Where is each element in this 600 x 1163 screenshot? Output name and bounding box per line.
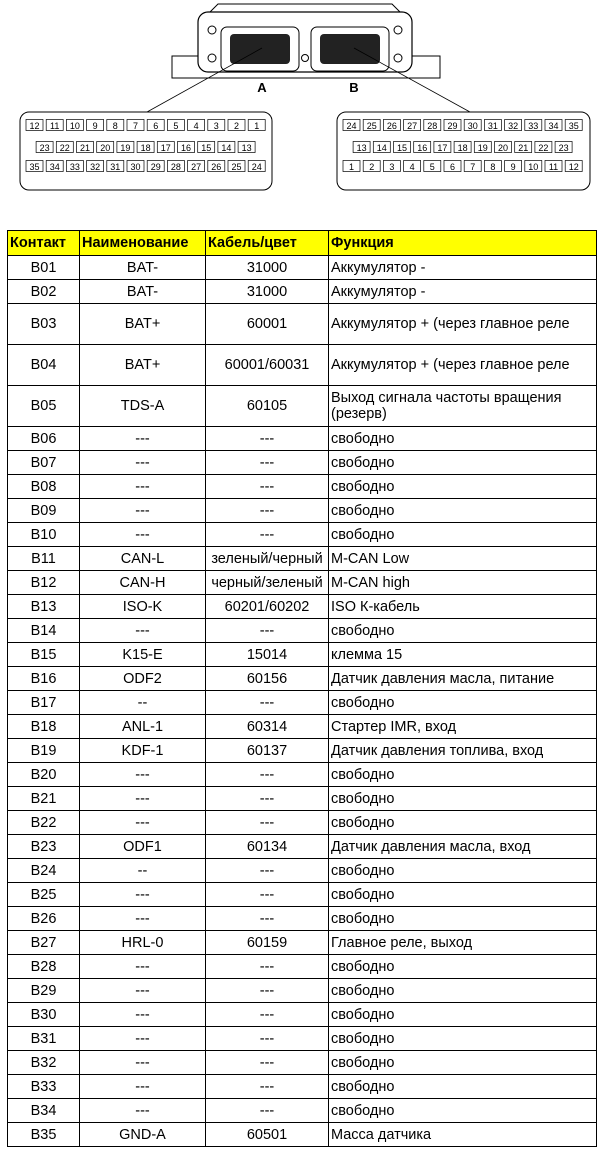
table-row xyxy=(8,523,597,547)
cell-contact: B06 xyxy=(8,427,80,451)
cell-cable: черный/зеленый xyxy=(206,571,329,595)
pin-number: 31 xyxy=(487,121,498,131)
pin-number: 35 xyxy=(29,162,40,172)
cell-name: --- xyxy=(80,1003,206,1027)
cell-contact: B14 xyxy=(8,619,80,643)
pin-number: 4 xyxy=(193,121,199,131)
table-row xyxy=(8,475,597,499)
cell-name: K15-E xyxy=(80,643,206,667)
pin-number: 4 xyxy=(409,162,415,172)
cell-cable: --- xyxy=(206,1003,329,1027)
cell-function: свободно xyxy=(329,619,597,643)
cell-function: Аккумулятор + (через главное реле xyxy=(329,345,597,386)
cell-cable: 60201/60202 xyxy=(206,595,329,619)
table-row xyxy=(8,1075,597,1099)
pin-number: 12 xyxy=(568,162,579,172)
cell-function: Главное реле, выход xyxy=(329,931,597,955)
cell-name: HRL-0 xyxy=(80,931,206,955)
pin-number: 14 xyxy=(221,143,232,153)
pin-number: 11 xyxy=(50,121,60,131)
cell-name: CAN-H xyxy=(80,571,206,595)
table-row xyxy=(8,1003,597,1027)
table-row xyxy=(8,811,597,835)
cell-name: GND-A xyxy=(80,1123,206,1147)
cell-contact: B29 xyxy=(8,979,80,1003)
table-row xyxy=(8,979,597,1003)
cell-cable: 31000 xyxy=(206,256,329,280)
cell-cable: --- xyxy=(206,619,329,643)
cell-cable: --- xyxy=(206,1099,329,1123)
table-row xyxy=(8,1051,597,1075)
pin-number: 28 xyxy=(427,121,438,131)
cell-name: --- xyxy=(80,883,206,907)
socket-b-pins xyxy=(320,34,380,64)
pin-number: 17 xyxy=(160,143,171,153)
cell-contact: B17 xyxy=(8,691,80,715)
cell-function: Датчик давления масла, питание xyxy=(329,667,597,691)
cell-cable: 60105 xyxy=(206,386,329,427)
pin-number: 32 xyxy=(90,162,101,172)
cell-cable: --- xyxy=(206,1051,329,1075)
cell-name: --- xyxy=(80,907,206,931)
table-row xyxy=(8,386,597,427)
cell-contact: B19 xyxy=(8,739,80,763)
table-row xyxy=(8,715,597,739)
pin-number: 22 xyxy=(59,143,70,153)
pin-number: 19 xyxy=(120,143,131,153)
pin-number: 27 xyxy=(407,121,418,131)
table-row xyxy=(8,547,597,571)
pin-number: 16 xyxy=(417,143,428,153)
cell-contact: B20 xyxy=(8,763,80,787)
cell-function: свободно xyxy=(329,1051,597,1075)
pin-number: 29 xyxy=(447,121,458,131)
cell-function: свободно xyxy=(329,1027,597,1051)
cell-function: свободно xyxy=(329,1075,597,1099)
pin-number: 21 xyxy=(79,143,91,153)
table-row xyxy=(8,1027,597,1051)
cell-cable: 60001 xyxy=(206,304,329,345)
table-row xyxy=(8,595,597,619)
cell-name: BAT+ xyxy=(80,304,206,345)
cell-cable: зеленый/черный xyxy=(206,547,329,571)
table-row xyxy=(8,739,597,763)
cell-contact: B31 xyxy=(8,1027,80,1051)
header-function: Функция xyxy=(329,231,597,256)
table-body xyxy=(8,256,597,1147)
cell-function: свободно xyxy=(329,955,597,979)
cell-function: Датчик давления масла, вход xyxy=(329,835,597,859)
pin-number: 34 xyxy=(49,162,60,172)
pin-number: 32 xyxy=(508,121,519,131)
table-row xyxy=(8,1099,597,1123)
cell-contact: B10 xyxy=(8,523,80,547)
cell-contact: B21 xyxy=(8,787,80,811)
pin-number: 6 xyxy=(449,162,456,172)
cell-contact: B26 xyxy=(8,907,80,931)
table-row xyxy=(8,280,597,304)
cell-cable: --- xyxy=(206,907,329,931)
pin-number: 16 xyxy=(180,143,192,153)
cell-cable: --- xyxy=(206,499,329,523)
cell-contact: B07 xyxy=(8,451,80,475)
pin-number: 18 xyxy=(457,143,468,153)
table-row xyxy=(8,955,597,979)
pin-number: 33 xyxy=(528,121,539,131)
pin-number: 5 xyxy=(429,162,435,172)
cell-cable: --- xyxy=(206,427,329,451)
pin-number: 7 xyxy=(470,162,476,172)
cell-name: CAN-L xyxy=(80,547,206,571)
cell-name: BAT+ xyxy=(80,345,206,386)
cell-name: --- xyxy=(80,811,206,835)
pin-number: 15 xyxy=(396,143,408,153)
pin-number: 26 xyxy=(211,162,222,172)
pin-number: 7 xyxy=(132,121,139,131)
cell-contact: B30 xyxy=(8,1003,80,1027)
cell-function: свободно xyxy=(329,763,597,787)
cell-name: -- xyxy=(80,859,206,883)
cell-contact: B11 xyxy=(8,547,80,571)
connector-diagram xyxy=(0,0,600,200)
cell-contact: B05 xyxy=(8,386,80,427)
cell-name: --- xyxy=(80,1027,206,1051)
cell-name: --- xyxy=(80,427,206,451)
cell-function: свободно xyxy=(329,451,597,475)
pin-number: 8 xyxy=(112,121,118,131)
pin-number: 1 xyxy=(348,162,355,172)
cell-function: свободно xyxy=(329,1003,597,1027)
table-row xyxy=(8,859,597,883)
pin-number: 8 xyxy=(490,162,496,172)
cell-contact: B02 xyxy=(8,280,80,304)
cell-cable: --- xyxy=(206,811,329,835)
cell-function: Аккумулятор - xyxy=(329,280,597,304)
table-row xyxy=(8,256,597,280)
cell-name: --- xyxy=(80,475,206,499)
cell-name: TDS-A xyxy=(80,386,206,427)
cell-contact: B16 xyxy=(8,667,80,691)
table-row xyxy=(8,787,597,811)
cell-function: Выход сигнала частоты вращения (резерв) xyxy=(329,386,597,427)
cell-contact: B25 xyxy=(8,883,80,907)
pin-number: 30 xyxy=(467,121,478,131)
pin-number: 17 xyxy=(437,143,448,153)
cell-name: --- xyxy=(80,979,206,1003)
cell-name: KDF-1 xyxy=(80,739,206,763)
pin-number: 15 xyxy=(201,143,212,153)
pin-number: 10 xyxy=(528,162,539,172)
cell-name: BAT- xyxy=(80,256,206,280)
cell-name: --- xyxy=(80,523,206,547)
cell-function: свободно xyxy=(329,859,597,883)
cell-function: Датчик давления топлива, вход xyxy=(329,739,597,763)
cell-cable: --- xyxy=(206,523,329,547)
cell-contact: B24 xyxy=(8,859,80,883)
pin-number: 10 xyxy=(69,121,80,131)
table-row xyxy=(8,304,597,345)
pin-number: 22 xyxy=(538,143,549,153)
pin-number: 24 xyxy=(251,162,262,172)
cell-cable: --- xyxy=(206,787,329,811)
pin-number: 29 xyxy=(150,162,161,172)
table-row xyxy=(8,643,597,667)
cell-name: --- xyxy=(80,955,206,979)
cell-contact: B12 xyxy=(8,571,80,595)
pin-number: 35 xyxy=(568,121,579,131)
cell-function: ISO К-кабель xyxy=(329,595,597,619)
cell-function: свободно xyxy=(329,907,597,931)
table-row xyxy=(8,691,597,715)
cell-contact: B35 xyxy=(8,1123,80,1147)
pin-number: 9 xyxy=(92,121,98,131)
cell-contact: B13 xyxy=(8,595,80,619)
cell-cable: 31000 xyxy=(206,280,329,304)
cell-function: свободно xyxy=(329,1099,597,1123)
cell-function: свободно xyxy=(329,499,597,523)
cell-name: --- xyxy=(80,1051,206,1075)
pin-number: 1 xyxy=(254,121,260,131)
pin-number: 34 xyxy=(548,121,559,131)
pin-number: 3 xyxy=(213,121,219,131)
pin-number: 20 xyxy=(100,143,111,153)
cell-contact: B15 xyxy=(8,643,80,667)
cell-function: свободно xyxy=(329,691,597,715)
cell-name: ODF1 xyxy=(80,835,206,859)
cell-contact: B22 xyxy=(8,811,80,835)
table-row xyxy=(8,571,597,595)
pin-number: 13 xyxy=(356,143,367,153)
cell-cable: 60314 xyxy=(206,715,329,739)
pin-number: 30 xyxy=(130,162,141,172)
connector-b-label: B xyxy=(349,80,359,95)
cell-function: свободно xyxy=(329,475,597,499)
pin-number: 20 xyxy=(497,143,509,153)
cell-cable: 60159 xyxy=(206,931,329,955)
cell-function: M-CAN Low xyxy=(329,547,597,571)
cell-contact: B34 xyxy=(8,1099,80,1123)
pin-number: 2 xyxy=(369,162,375,172)
table-row xyxy=(8,907,597,931)
cell-cable: 15014 xyxy=(206,643,329,667)
table-row xyxy=(8,619,597,643)
pin-number: 3 xyxy=(389,162,395,172)
cell-function: M-CAN high xyxy=(329,571,597,595)
cell-name: --- xyxy=(80,499,206,523)
cell-function: свободно xyxy=(329,883,597,907)
pin-number: 28 xyxy=(170,162,181,172)
table-row xyxy=(8,883,597,907)
cell-name: -- xyxy=(80,691,206,715)
cell-name: --- xyxy=(80,787,206,811)
table-row xyxy=(8,451,597,475)
cell-cable: 60156 xyxy=(206,667,329,691)
pin-number: 18 xyxy=(140,143,151,153)
cell-cable: 60501 xyxy=(206,1123,329,1147)
table-row xyxy=(8,427,597,451)
cell-contact: B03 xyxy=(8,304,80,345)
table-row xyxy=(8,931,597,955)
cell-contact: B04 xyxy=(8,345,80,386)
pin-number: 33 xyxy=(69,162,80,172)
connector-a-label: A xyxy=(257,80,267,95)
cell-function: Аккумулятор - xyxy=(329,256,597,280)
cell-cable: --- xyxy=(206,475,329,499)
pin-number: 26 xyxy=(386,121,397,131)
cell-contact: B32 xyxy=(8,1051,80,1075)
pin-number: 25 xyxy=(231,162,242,172)
cell-contact: B09 xyxy=(8,499,80,523)
pin-number: 31 xyxy=(110,162,121,172)
table-row xyxy=(8,763,597,787)
cell-cable: --- xyxy=(206,859,329,883)
cell-function: Стартер IMR, вход xyxy=(329,715,597,739)
cell-contact: B28 xyxy=(8,955,80,979)
cell-function: клемма 15 xyxy=(329,643,597,667)
cell-contact: B08 xyxy=(8,475,80,499)
cell-function: свободно xyxy=(329,979,597,1003)
cell-cable: --- xyxy=(206,691,329,715)
cell-name: --- xyxy=(80,1075,206,1099)
cell-name: ANL-1 xyxy=(80,715,206,739)
pin-number: 27 xyxy=(191,162,202,172)
cell-cable: --- xyxy=(206,451,329,475)
cell-name: --- xyxy=(80,763,206,787)
cell-name: --- xyxy=(80,1099,206,1123)
cell-cable: --- xyxy=(206,979,329,1003)
pin-number: 23 xyxy=(39,143,50,153)
cell-function: свободно xyxy=(329,787,597,811)
cell-cable: 60001/60031 xyxy=(206,345,329,386)
table-row xyxy=(8,667,597,691)
cell-function: свободно xyxy=(329,811,597,835)
cell-function: свободно xyxy=(329,427,597,451)
table-row xyxy=(8,835,597,859)
pin-number: 24 xyxy=(346,121,357,131)
cell-cable: --- xyxy=(206,1027,329,1051)
pin-number: 23 xyxy=(558,143,569,153)
header-contact: Контакт xyxy=(8,231,80,256)
cell-name: BAT- xyxy=(80,280,206,304)
pin-number: 14 xyxy=(376,143,387,153)
header-cable: Кабель/цвет xyxy=(206,231,329,256)
pin-number: 19 xyxy=(477,143,488,153)
cell-name: ODF2 xyxy=(80,667,206,691)
cell-function: свободно xyxy=(329,523,597,547)
cell-name: --- xyxy=(80,619,206,643)
table-row xyxy=(8,345,597,386)
cell-cable: --- xyxy=(206,883,329,907)
cell-function: Масса датчика xyxy=(329,1123,597,1147)
cell-contact: B23 xyxy=(8,835,80,859)
pin-number: 25 xyxy=(366,121,377,131)
cell-cable: --- xyxy=(206,763,329,787)
cell-contact: B01 xyxy=(8,256,80,280)
pin-number: 6 xyxy=(153,121,159,131)
pin-number: 9 xyxy=(510,162,516,172)
ecu-top-ridge xyxy=(210,4,400,12)
cell-cable: --- xyxy=(206,955,329,979)
table-header-row xyxy=(8,231,597,256)
pin-number: 2 xyxy=(233,121,240,131)
pin-number: 5 xyxy=(173,121,179,131)
pin-number: 11 xyxy=(548,162,559,172)
cell-contact: B18 xyxy=(8,715,80,739)
cell-contact: B33 xyxy=(8,1075,80,1099)
cell-cable: 60137 xyxy=(206,739,329,763)
table-row xyxy=(8,499,597,523)
pin-assignment-table xyxy=(7,230,597,1147)
cell-function: Аккумулятор + (через главное реле xyxy=(329,304,597,345)
pin-number: 13 xyxy=(241,143,252,153)
pin-number: 12 xyxy=(29,121,40,131)
cell-cable: 60134 xyxy=(206,835,329,859)
table-row xyxy=(8,1123,597,1147)
cell-cable: --- xyxy=(206,1075,329,1099)
header-name: Наименование xyxy=(80,231,206,256)
cell-contact: B27 xyxy=(8,931,80,955)
cell-name: --- xyxy=(80,451,206,475)
cell-name: ISO-K xyxy=(80,595,206,619)
pin-number: 21 xyxy=(518,143,529,153)
